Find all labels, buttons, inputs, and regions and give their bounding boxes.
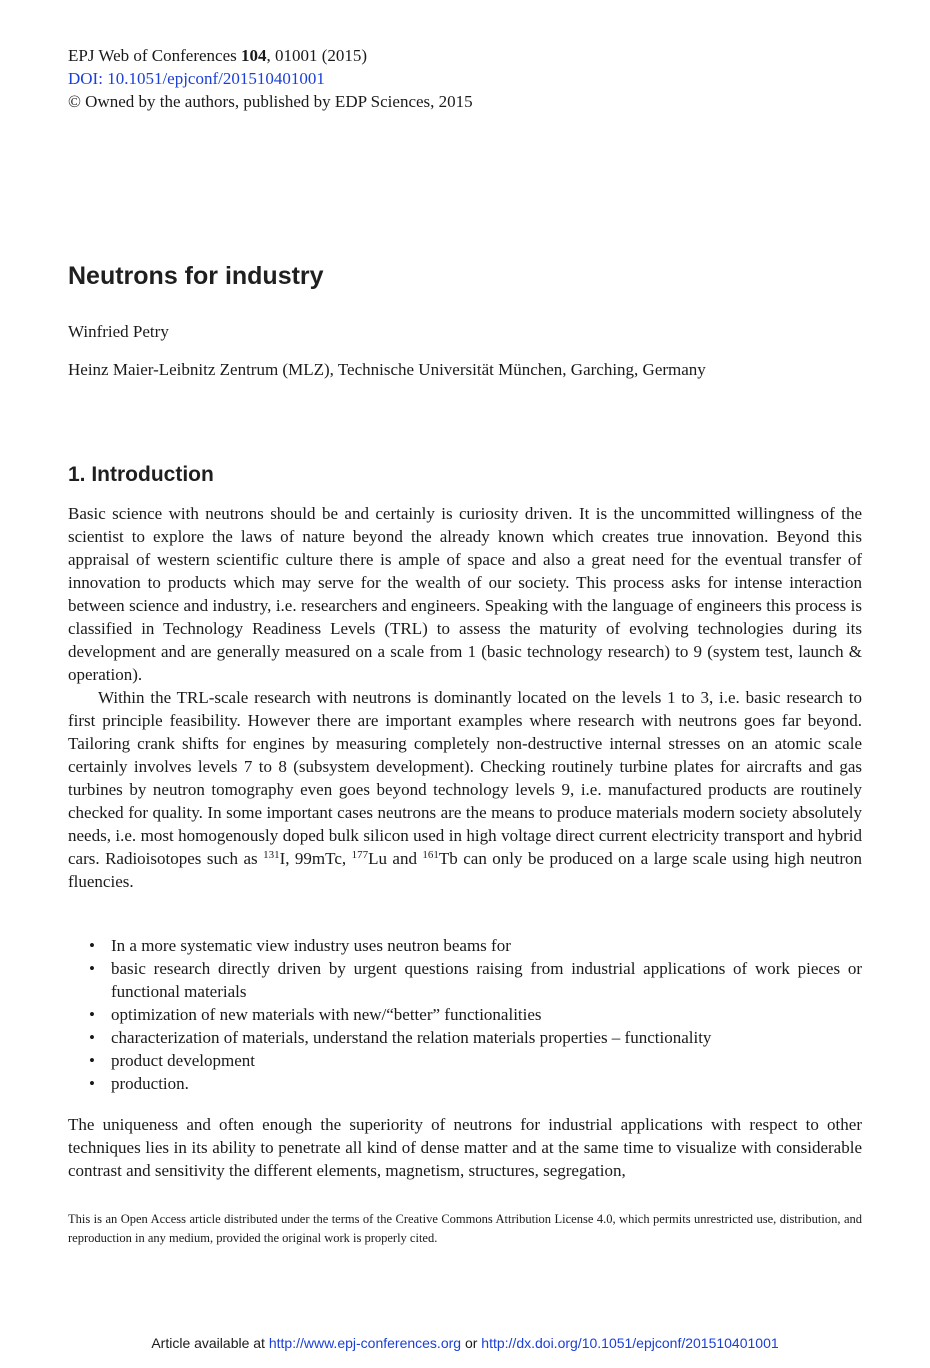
journal-name: EPJ Web of Conferences <box>68 46 241 65</box>
bullet-icon: • <box>89 1028 95 1047</box>
list-item <box>68 934 862 957</box>
paper-title: Neutrons for industry <box>68 262 324 290</box>
license-footnote: This is an Open Access article distributed under the terms of the Creative Commons Attribution License 4.0, which permits unrestricted use, distribution, and reproduction in any medium, provided the original work is properly cited. <box>68 1212 862 1245</box>
copyright-line: © Owned by the authors, published by EDP Sciences, 2015 <box>68 92 473 111</box>
isotope-terbium-mass: 161 <box>422 849 439 861</box>
list-item <box>68 1003 862 1026</box>
epj-conferences-link[interactable]: http://www.epj-conferences.org <box>268 1335 462 1351</box>
volume-number: 104 <box>241 46 267 65</box>
paragraph-1: Basic science with neutrons should be and certainly is curiosity driven. It is the uncommitted willingness of the scientist to explore the laws of nature beyond the already known which creates true innovation. Beyond this appraisal of western scientific culture there is ample of space and also a great need for the eventual transfer of innovation to products which may serve for the wealth of our society. This process asks for intense interaction between science and industry, i.e. researchers and engineers. Speaking with the language of engineers this process is classified in Technology Readiness Levels (TRL) to assess the maturity of evolving technologies during its development and are generally measured on a scale from 1 (basic technology research) to 9 (system test, launch & operation). <box>68 504 862 684</box>
doi-link[interactable]: DOI: 10.1051/epjconf/201510401001 <box>68 69 325 88</box>
list-item-text: basic research directly driven by urgent questions raising from industrial applications of work pieces or functional materials <box>111 959 862 1001</box>
list-item <box>68 1049 862 1072</box>
list-item-text: product development <box>111 1051 255 1070</box>
isotope-lutetium-mass: 177 <box>351 849 369 861</box>
bullet-icon: • <box>89 1005 95 1024</box>
bullet-icon: • <box>89 936 95 955</box>
article-number: , 01001 (2015) <box>266 46 368 65</box>
author-affiliation: Heinz Maier-Leibnitz Zentrum (MLZ), Technische Universität München, Garching, Germany <box>68 360 706 379</box>
bullet-icon: • <box>89 1051 95 1070</box>
doi-url-link[interactable]: http://dx.doi.org/10.1051/epjconf/201510401001 <box>481 1335 779 1351</box>
list-item <box>68 1072 862 1095</box>
paragraph-2-text-a: Within the TRL-scale research with neutrons is dominantly located on the levels 1 to 3, i.e. basic research to first principle feasibility. However there are important examples where research with neutrons goes far beyond. Tailoring crank shifts for engines by measuring completely non-destructive internal stresses on an atomic scale certainly involves levels 7 to 8 (subsystem development). Checking routinely turbine plates for aircrafts and gas turbines by neutron tomography even goes beyond technology levels 9, i.e. manufactured products are routinely checked for quality. In some important cases neutrons are the means to produce materials modern society absolutely needs, i.e. most homogenously doped bulk silicon used in high voltage direct current electricity transport and hybrid cars. Radioisotopes such as <box>68 688 862 868</box>
paragraph-3: The uniqueness and often enough the superiority of neutrons for industrial applications with respect to other techniques lies in its ability to penetrate all kind of dense matter and at the same time to visualize with considerable contrast and sensitivity the different elements, magnetism, structures, segregation, <box>68 1115 862 1180</box>
paragraph-2-text-b: I, 99mTc, <box>279 849 352 868</box>
list-item <box>68 957 862 1003</box>
list-item-text: In a more systematic view industry uses neutron beams for <box>111 936 511 955</box>
citation-line <box>68 44 473 67</box>
list-item-text: production. <box>111 1074 189 1093</box>
availability-prefix: Article available at <box>151 1335 269 1351</box>
list-item <box>68 1026 862 1049</box>
author-name: Winfried Petry <box>68 322 169 341</box>
paragraph-2 <box>68 686 862 893</box>
article-availability-footer <box>0 1335 930 1351</box>
bullet-icon: • <box>89 1074 95 1093</box>
isotope-iodine-mass: 131 <box>263 849 280 861</box>
list-item-text: characterization of materials, understand the relation materials properties – functionality <box>111 1028 712 1047</box>
journal-header <box>68 44 473 113</box>
bullet-icon: • <box>89 959 95 978</box>
section-heading: 1. Introduction <box>68 463 214 486</box>
paragraph-2-text-d: Tb can only be produced on a large scale using high neutron fluencies. <box>68 849 862 891</box>
list-item-text: optimization of new materials with new/“better” functionalities <box>111 1005 542 1024</box>
paragraph-2-text-c: Lu and <box>368 849 423 868</box>
availability-separator: or <box>461 1335 482 1351</box>
bullet-list <box>68 934 862 1095</box>
